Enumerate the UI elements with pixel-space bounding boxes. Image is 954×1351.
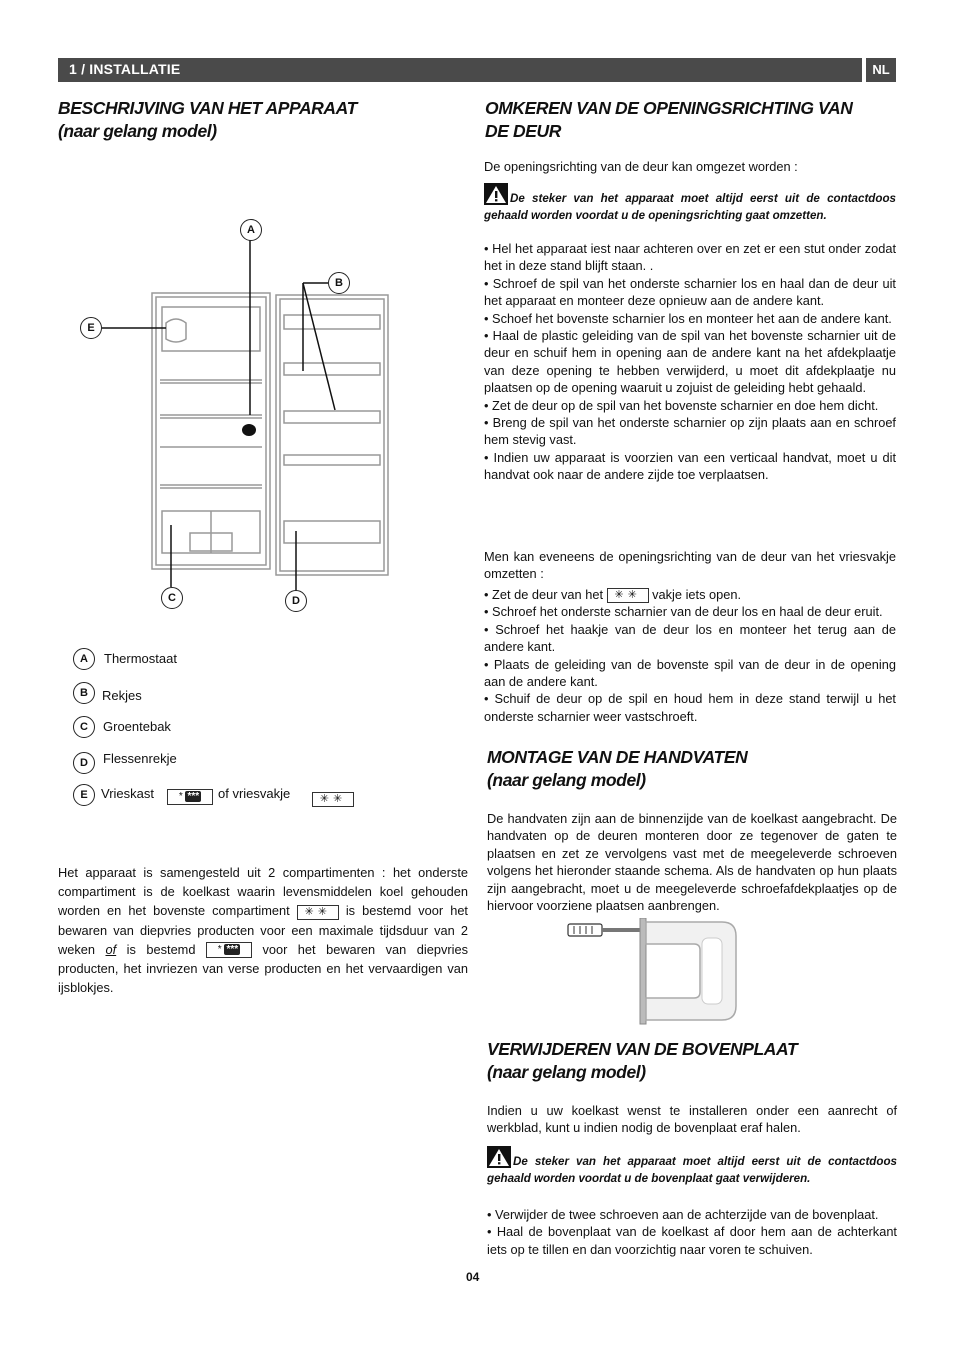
s1-bullet2-first [484, 586, 896, 603]
legend-b-label: Rekjes [102, 688, 142, 703]
body-part-1: Het apparaat is samengesteld uit 2 compartimenten : het onderste compartiment is de koelkast waarin levensmiddelen koel gehouden worden en het bovenste compartiment [58, 865, 468, 919]
right-heading-2 [487, 746, 747, 792]
left-body-text [58, 863, 468, 997]
s1-intro2: Men kan eveneens de openingsrichting van de deur van het vriesvakje omzetten : [484, 549, 896, 582]
right-heading-1-line1: OMKEREN VAN DE OPENINGSRICHTING VAN [485, 98, 853, 118]
right-heading-1 [485, 97, 852, 143]
s1-bullet2: • Schroef het haakje van de deur los en monteer het terug aan de andere kant. [484, 621, 896, 655]
warning-icon [487, 1146, 511, 1168]
legend-c-label: Groentebak [103, 719, 171, 734]
freezer-3star-symbol: * *** [167, 788, 213, 805]
three-star-icon: * *** [206, 942, 252, 958]
body-part-3: is bestemd [126, 941, 196, 957]
s3-bullets [487, 1206, 897, 1258]
s1-bullet: • Indien uw apparaat is voorzien van een verticaal handvat, moet u dit handvat ook naar de andere zijde toe verplaatsen. [484, 449, 896, 483]
callout-d: D [285, 590, 307, 612]
legend-a-label: Thermostaat [104, 651, 177, 666]
body-part-2: is bestemd voor het bewaren van diepvries producten voor een maximale tijdsduur van 2 weken [58, 903, 468, 957]
s1-bullets2 [484, 586, 896, 725]
s1-bullet: • Zet de deur op de spil van het bovenste scharnier en doe hem dicht. [484, 397, 879, 413]
left-heading-line1: BESCHRIJVING VAN HET APPARAAT [58, 98, 357, 118]
s1-bullet: • Hel het apparaat iest naar achteren over en zet er een stut onder zodat het in deze stand blijft staan. . [484, 241, 896, 274]
callout-e: E [80, 317, 102, 339]
s3-text: Indien u uw koelkast wenst te installeren onder een aanrecht of werkblad, kunt u indien nodig de bovenplaat eraf halen. [487, 1103, 897, 1136]
legend-e-badge: E [73, 784, 95, 806]
left-heading [58, 97, 357, 143]
s3-bullet: • Haal de bovenplaat van de koelkast af door hem aan de achterkant iets op te tillen en dan voorzichtig naar voren te schuiven. [487, 1224, 897, 1257]
s1-bullet2: • Schroef het onderste scharnier van de deur los en haal de deur eruit. [484, 604, 883, 620]
s1-bullet2-first-a: • Zet de deur van het [484, 587, 604, 602]
right-heading-2-line1: MONTAGE VAN DE HANDVATEN [487, 747, 748, 767]
s1-warning [484, 183, 896, 224]
s3-warning [487, 1146, 897, 1187]
left-heading-line2: (naar gelang model) [58, 121, 217, 141]
s1-warning-text: De steker van het apparaat moet altijd eerst uit de contactdoos gehaald worden voordat u de openingsrichting gaat omzetten. [484, 192, 896, 222]
warning-icon [484, 183, 508, 205]
s2-text: De handvaten zijn aan de binnenzijde van de koelkast aangebracht. De handvaten op de deuren monteren door ze tegenover de gaten te plaatsen en zet ze vervolgens vast met de meegeleverde schroeven volgens het hieronder staande schema. Als de handvaten op hun plaats zijn aangebracht, moet u de meegeleverde schroefafdekplaatjes op de hiervoor voorziene plaatsen aanbrengen. [487, 811, 897, 914]
legend-c-badge: C [73, 716, 95, 738]
right-heading-3-line1: VERWIJDEREN VAN DE BOVENPLAAT [487, 1039, 798, 1059]
fridge-diagram [70, 215, 400, 615]
s1-bullet: • Schoef het bovenste scharnier los en monteer het aan de andere kant. [484, 310, 892, 326]
s1-bullet: • Schroef de spil van het onderste scharnier los en haal dan de deur uit het apparaat en monteer deze opnieuw aan de andere kant. [484, 275, 896, 309]
s1-bullet2-first-b: vakje iets open. [652, 587, 742, 602]
legend-d-label: Flessenrekje [103, 751, 177, 766]
legend-e-label: Vrieskast [101, 786, 154, 801]
handle-screwdriver-illustration [566, 918, 742, 1026]
callout-a: A [240, 219, 262, 241]
right-heading-3-line2: (naar gelang model) [487, 1062, 646, 1082]
s1-bullet2: • Schuif de deur op de spil en houd hem in deze stand terwijl u het onderste scharnier weer vastschroeft. [484, 691, 896, 724]
legend-e-label2: of vriesvakje [218, 786, 291, 801]
right-heading-3 [487, 1038, 797, 1084]
s3-bullet: • Verwijder de twee schroeven aan de achterzijde van de bovenplaat. [487, 1207, 879, 1222]
s1-bullet: • Haal de plastic geleiding van de spil van het bovenste scharnier uit de deur en schuif hem in opening aan de andere kant na het afdekplaatje van deze opening te hebben verwijderd, u moet dit afdekplaatje nu plaatsen op de opening waaruit u zojuist de geleiding hebt gehaald. [484, 328, 896, 396]
s1-bullets [484, 240, 896, 484]
s1-bullet2: • Plaats de geleiding van de bovenste spil van de deur in de opening aan de andere kant. [484, 656, 896, 690]
callout-c: C [161, 587, 183, 609]
freezer-2star-symbol: ✳✳ [312, 791, 354, 807]
body-of: of [105, 941, 117, 957]
section-title: 1 / INSTALLATIE [69, 61, 181, 77]
right-heading-2-line2: (naar gelang model) [487, 770, 646, 790]
s3-warning-text: De steker van het apparaat moet altijd eerst uit de contactdoos gehaald worden voordat u de bovenplaat gaat verwijderen. [487, 1155, 897, 1185]
two-star-icon: ✳✳ [607, 588, 649, 603]
legend-a-badge: A [73, 648, 95, 670]
s1-intro: De openingsrichting van de deur kan omgezet worden : [484, 159, 798, 174]
legend-d-badge: D [73, 752, 95, 774]
callout-b: B [328, 272, 350, 294]
legend-b-badge: B [73, 682, 95, 704]
s1-bullet: • Breng de spil van het onderste scharnier op zijn plaats aan en schroef hem stevig vast. [484, 415, 896, 448]
body-part-4: voor het bewaren van diepvries producten, het invriezen van verse producten en het vervaardigen van ijsblokjes. [58, 941, 468, 996]
right-heading-1-line2: DE DEUR [485, 121, 561, 141]
two-star-icon: ✳✳ [297, 905, 339, 920]
language-badge: NL [866, 58, 896, 82]
page-number: 04 [466, 1270, 480, 1284]
